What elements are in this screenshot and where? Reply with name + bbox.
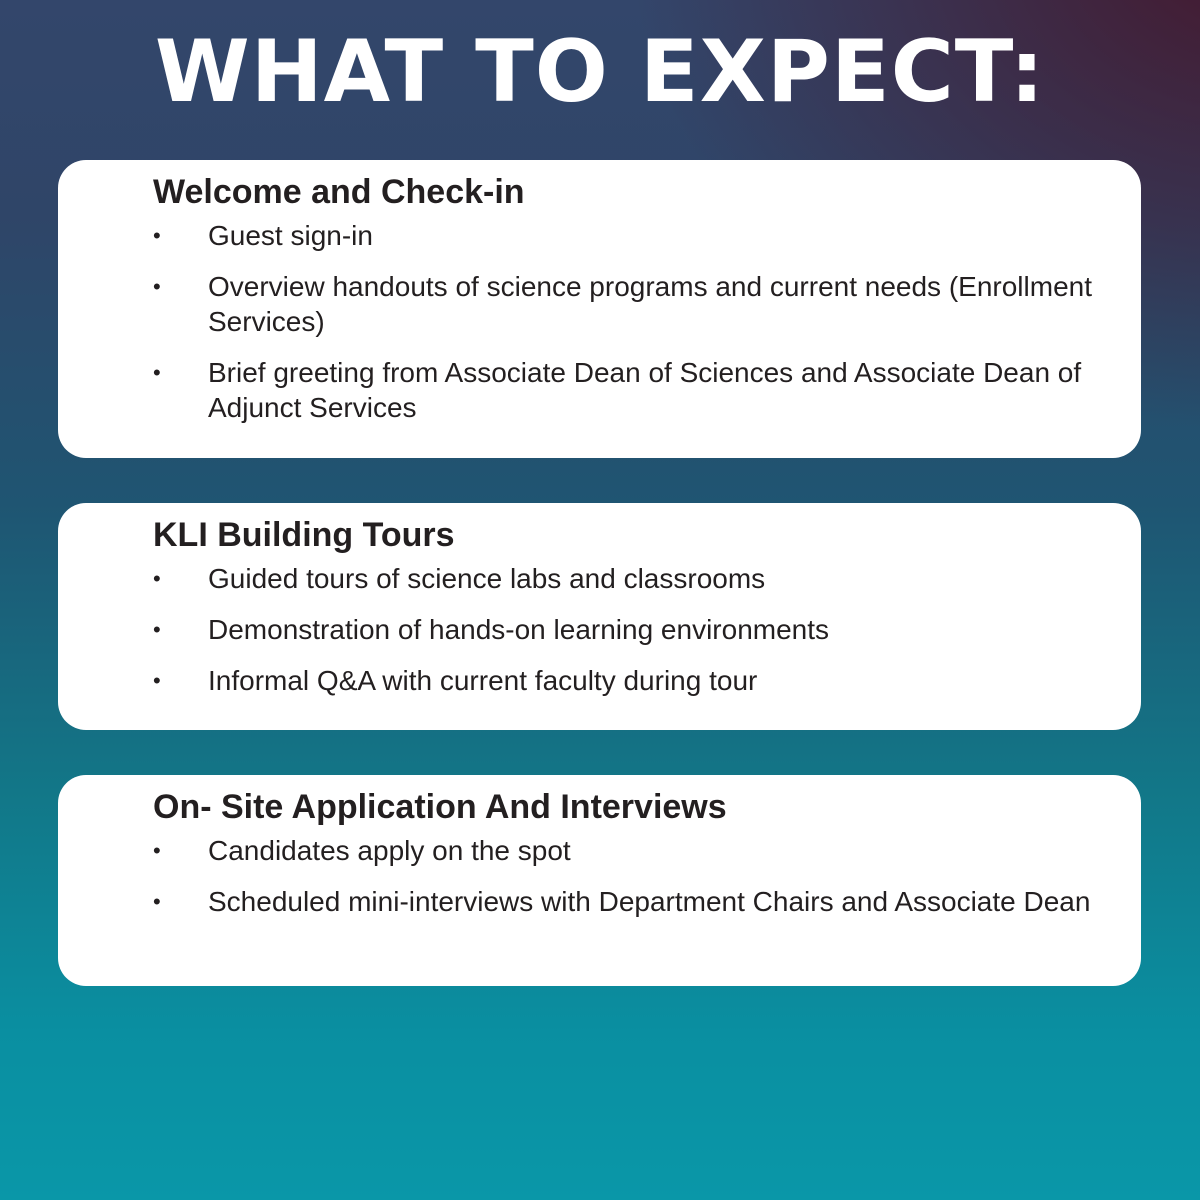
bullet-list (153, 833, 1101, 919)
list-item-text: Guest sign-in (208, 220, 373, 251)
list-item-text: Brief greeting from Associate Dean of Sciences and Associate Dean of Adjunct Services (208, 357, 1082, 423)
list-item-text: Overview handouts of science programs and current needs (Enrollment Services) (208, 271, 1092, 337)
bullet-list (153, 561, 1101, 698)
bullet-icon: • (153, 274, 161, 299)
list-item-text: Demonstration of hands-on learning environments (208, 614, 830, 645)
list-item (153, 218, 1101, 253)
list-item (153, 269, 1101, 339)
bullet-icon: • (153, 566, 161, 591)
list-item-text: Candidates apply on the spot (208, 835, 571, 866)
bullet-icon: • (153, 360, 161, 385)
section-card-welcome (58, 160, 1141, 458)
list-item (153, 355, 1101, 425)
bullet-icon: • (153, 223, 161, 248)
bullet-list (153, 218, 1101, 425)
section-title: On- Site Application And Interviews (153, 788, 727, 826)
page-title: WHAT TO EXPECT: (154, 22, 1046, 122)
bullet-icon: • (153, 889, 161, 914)
section-title: Welcome and Check-in (153, 173, 525, 211)
section-card-building-tours (58, 503, 1141, 730)
bullet-icon: • (153, 668, 161, 693)
section-card-application-interviews (58, 775, 1141, 986)
list-item (153, 663, 1101, 698)
list-item (153, 612, 1101, 647)
section-title: KLI Building Tours (153, 516, 455, 554)
bullet-icon: • (153, 838, 161, 863)
list-item (153, 561, 1101, 596)
bullet-icon: • (153, 617, 161, 642)
list-item-text: Scheduled mini-interviews with Department Chairs and Associate Dean (208, 886, 1091, 917)
list-item-text: Guided tours of science labs and classrooms (208, 563, 766, 594)
list-item (153, 884, 1101, 919)
list-item (153, 833, 1101, 868)
list-item-text: Informal Q&A with current faculty during tour (208, 665, 758, 696)
